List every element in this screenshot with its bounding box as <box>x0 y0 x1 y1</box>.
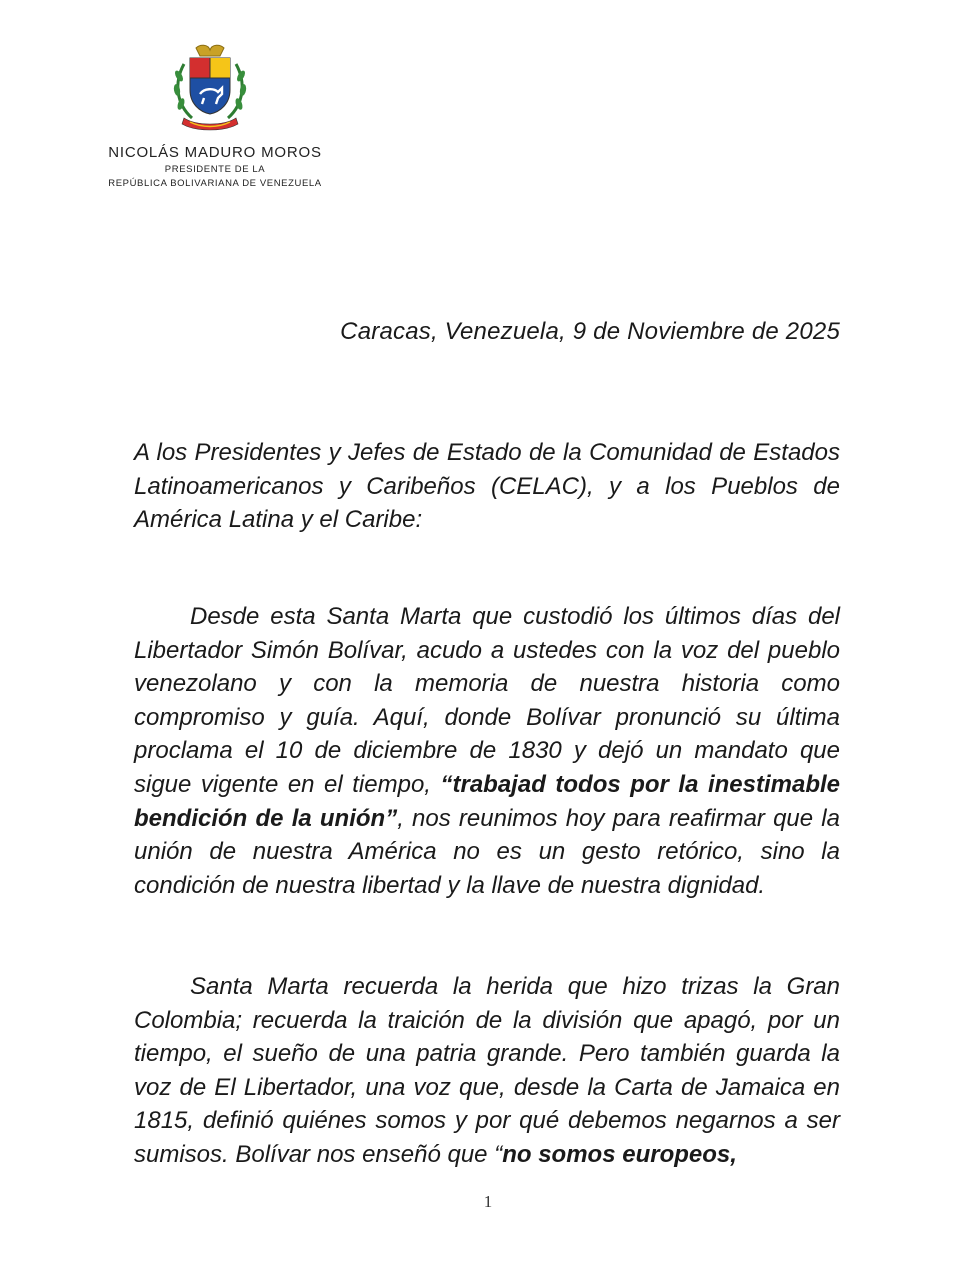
letter-date: Caracas, Venezuela, 9 de Noviembre de 2025 <box>340 318 840 345</box>
sender-title-line1: PRESIDENTE DE LA <box>164 164 266 175</box>
paragraph-2-text-a: Santa Marta recuerda la herida que hizo trizas la Gran Colombia; recuerda la traición de la división que apagó, por un tiempo, el sueño de una patria grande. Pero también guarda la voz de El Libertador, una voz que, desde la Carta de Jamaica en 1815, definió quiénes somos y por qué debemos negarnos a ser sumisos. Bolívar nos enseñó que “ <box>134 973 840 1168</box>
addressee: A los Presidentes y Jefes de Estado de la Comunidad de Estados Latinoamericanos y Caribeños (CELAC), y a los Pueblos de América Latina y el Caribe: <box>134 439 840 534</box>
page-number: 1 <box>483 1192 493 1211</box>
letterhead <box>60 143 370 191</box>
paragraph-2 <box>134 970 840 1172</box>
coat-of-arms-icon <box>170 42 250 132</box>
paragraph-2-quote: no somos europeos, <box>502 1140 737 1168</box>
paragraph-1-text-b: , nos reunimos hoy para reafirmar que la unión de nuestra América no es un gesto retórico, sino la condición de nuestra libertad y la llave de nuestra dignidad. <box>134 804 840 899</box>
sender-title-line2: REPÚBLICA BOLIVARIANA DE VENEZUELA <box>108 178 322 189</box>
paragraph-1-text-a: Desde esta Santa Marta que custodió los últimos días del Libertador Simón Bolívar, acudo a ustedes con la voz del pueblo venezolano y con la memoria de nuestra historia como compromiso y guía. Aquí, donde Bolívar pronunció su última proclama el 10 de diciembre de 1830 y dejó un mandato que sigue vigente en el tiempo, <box>134 603 840 798</box>
paragraph-1 <box>134 600 840 902</box>
paragraph-1-quote: “trabajad todos por la inestimable bendición de la unión” <box>134 770 840 832</box>
sender-name: NICOLÁS MADURO MOROS <box>108 144 322 161</box>
